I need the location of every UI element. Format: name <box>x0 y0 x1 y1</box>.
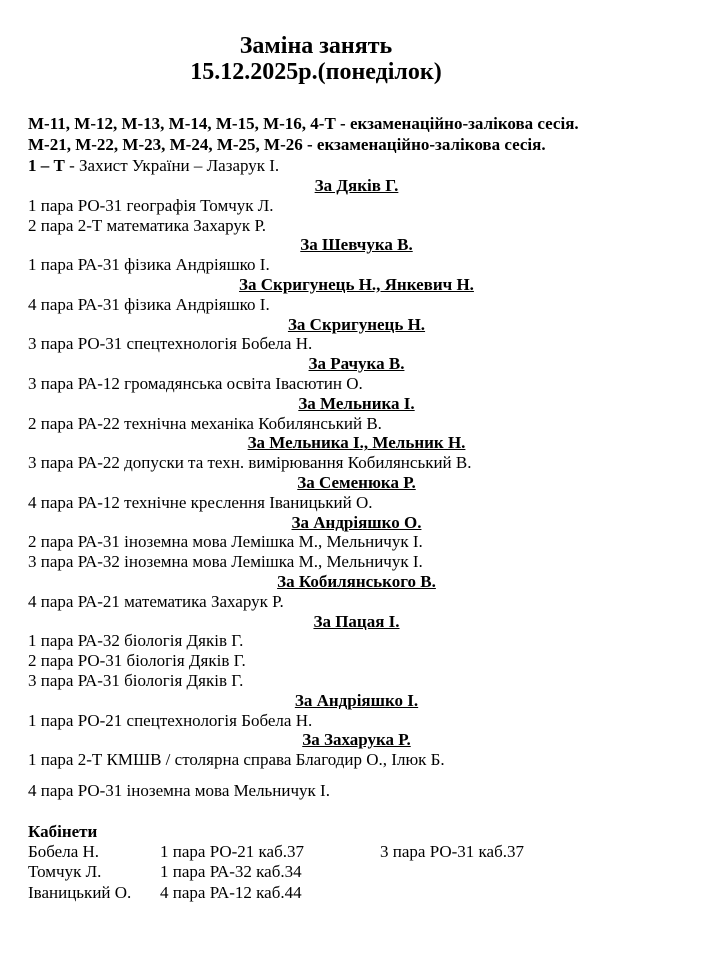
substitution-header <box>28 513 685 533</box>
substitution-header-text: За Кобилянського В. <box>277 571 436 591</box>
cabinet-slot-1: 1 пара РО-21 каб.37 <box>160 841 304 861</box>
substitution-line: 2 пара РА-31 іноземна мова Лемішка М., Мельничук І. <box>28 532 423 552</box>
document-content <box>28 113 685 903</box>
substitution-header-text: За Скригунець Н. <box>287 314 426 334</box>
substitution-header-text: За Пацая І. <box>313 611 400 631</box>
substitution-header <box>28 315 685 335</box>
substitution-header <box>28 176 685 196</box>
substitution-header <box>28 473 685 493</box>
substitution-header-text: За Рачука В. <box>308 354 405 374</box>
cabinet-teacher-name: Бобела Н. <box>28 841 100 861</box>
substitution-header <box>28 275 685 295</box>
cabinet-slot-1: 1 пара РА-32 каб.34 <box>160 862 302 881</box>
substitution-section <box>28 315 685 355</box>
cabinet-slot-1: 4 пара РА-12 каб.44 <box>160 882 302 902</box>
substitution-line: 4 пара РА-12 технічне креслення Іваницький О. <box>28 492 373 512</box>
substitution-header-text: За Шевчука В. <box>300 235 413 255</box>
substitution-header <box>28 235 685 255</box>
cabinets-rows <box>28 842 685 904</box>
substitution-header-text: За Мельника І., Мельник Н. <box>247 433 466 453</box>
substitution-section <box>28 176 685 235</box>
substitution-header-text: За Дяків Г. <box>314 176 399 195</box>
extra-substitution-line: 4 пара РО-31 іноземна мова Мельничук І. <box>28 780 330 800</box>
cabinet-row <box>28 842 685 863</box>
cabinet-teacher-name: Іваницький О. <box>28 882 132 902</box>
substitution-line: 1 пара РО-31 географія Томчук Л. <box>28 195 274 215</box>
intro-line: М-11, М-12, М-13, М-14, М-15, М-16, 4-Т - екзаменаційно-залікова сесія. <box>28 114 579 133</box>
substitution-line: 3 пара РА-32 іноземна мова Лемішка М., Мельничук І. <box>28 552 423 572</box>
substitution-line: 2 пара 2-Т математика Захарук Р. <box>28 215 267 235</box>
substitution-section <box>28 354 685 394</box>
cabinet-teacher-name: Томчук Л. <box>28 862 102 881</box>
substitution-section <box>28 691 685 731</box>
substitution-header-text: За Скригунець Н., Янкевич Н. <box>239 274 474 294</box>
substitution-header-text: За Семенюка Р. <box>297 472 416 492</box>
title-line-1: Заміна занять <box>239 33 393 59</box>
substitution-header <box>28 572 685 592</box>
substitution-section <box>28 235 685 275</box>
substitution-line: 3 пара РА-22 допуски та техн. вимірювання Кобилянський В. <box>28 453 472 473</box>
substitution-header <box>28 394 685 414</box>
substitution-header-text: За Андріяшко О. <box>291 512 422 532</box>
substitution-line: 4 пара РА-21 математика Захарук Р. <box>28 591 284 611</box>
substitution-header <box>28 354 685 374</box>
substitution-header <box>28 691 685 711</box>
cabinet-row <box>28 883 685 904</box>
intro-block <box>28 113 685 176</box>
substitution-header-text: За Мельника І. <box>298 393 415 413</box>
substitution-section <box>28 513 685 572</box>
intro-line-text: - Захист України – Лазарук І. <box>64 156 280 175</box>
substitution-header-text: За Андріяшко І. <box>294 690 419 710</box>
substitution-header <box>28 612 685 632</box>
substitution-section <box>28 433 685 473</box>
intro-line <box>28 155 685 176</box>
substitution-header-text: За Захарука Р. <box>302 730 411 750</box>
substitution-line: 1 пара РА-32 біологія Дяків Г. <box>28 631 244 651</box>
cabinets-section <box>28 822 685 903</box>
substitution-section <box>28 473 685 513</box>
cabinets-heading: Кабінети <box>28 821 98 841</box>
cabinet-slot-2: 3 пара РО-31 каб.37 <box>380 841 524 861</box>
substitution-section <box>28 394 685 434</box>
substitution-header <box>28 730 685 750</box>
intro-line-bold-prefix: 1 – Т <box>28 156 65 175</box>
substitution-line: 1 пара 2-Т КМШВ / столярна справа Благодир О., Ілюк Б. <box>28 750 445 770</box>
substitution-line: 3 пара РА-31 біологія Дяків Г. <box>28 670 244 690</box>
cabinet-row <box>28 862 685 883</box>
title-line-2: 15.12.2025р.(понеділок) <box>190 59 442 85</box>
substitution-line: 3 пара РА-12 громадянська освіта Івасютин О. <box>28 373 363 393</box>
substitution-header <box>28 433 685 453</box>
substitution-section <box>28 572 685 612</box>
substitution-line: 2 пара РО-31 біологія Дяків Г. <box>28 651 246 671</box>
substitution-section <box>28 730 685 770</box>
substitutions-list <box>28 176 685 770</box>
intro-line: М-21, М-22, М-23, М-24, М-25, М-26 - екзаменаційно-залікова сесія. <box>28 135 546 154</box>
substitution-line: 1 пара РА-31 фізика Андріяшко І. <box>28 255 270 275</box>
substitution-line: 4 пара РА-31 фізика Андріяшко І. <box>28 294 270 314</box>
substitution-section <box>28 612 685 691</box>
document-title <box>0 33 632 85</box>
substitution-section <box>28 275 685 315</box>
substitution-line: 2 пара РА-22 технічна механіка Кобилянський В. <box>28 413 382 433</box>
substitution-line: 1 пара РО-21 спецтехнологія Бобела Н. <box>28 710 313 730</box>
substitution-line: 3 пара РО-31 спецтехнологія Бобела Н. <box>28 334 313 354</box>
